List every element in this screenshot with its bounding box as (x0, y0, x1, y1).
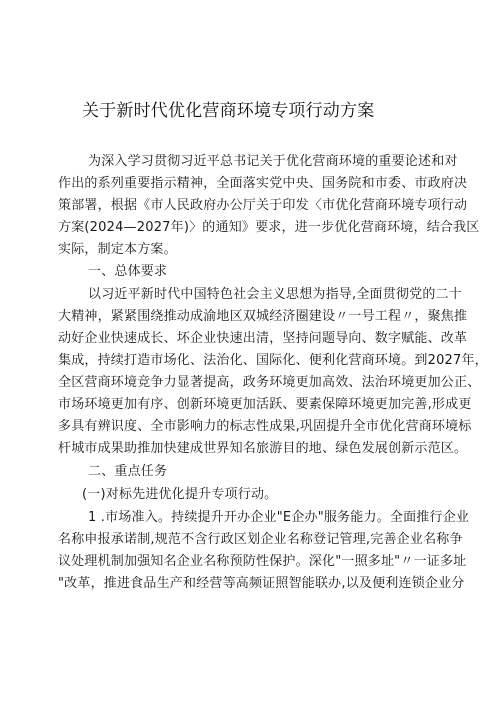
subsection-heading: (一)对标先进优化提升专项行动。 (82, 487, 278, 502)
paragraph-line: 实际，制定本方案。 (58, 242, 177, 257)
paragraph-line: "改革，推进食品生产和经营等高频证照智能联办,以及便利连锁企业分 (58, 576, 465, 591)
paragraph-line: 以习近平新时代中国特色社会主义思想为指导,全面贯彻党的二十 (88, 287, 462, 302)
paragraph-line: 动好企业快速成长、坏企业快速出清，坚持问题导向、数字赋能、改革 (58, 331, 468, 346)
paragraph-line: 市场环境更加有序、创新环境更加活跃、要素保障环境更加完善,形成更 (58, 397, 472, 412)
paragraph-line: 全区营商环境竞争力显著提高，政务环境更加高效、法治环境更加公正、 (58, 375, 481, 390)
paragraph-line: 方案(2024—2027年)〉的通知》要求，进一步优化营商环境，结合我区 (58, 220, 480, 235)
paragraph-line: 杆城市成果助推加快建成世界知名旅游目的地、绿色发展创新示范区。 (58, 441, 468, 456)
paragraph-line: 1 .市场准入。持续提升开办企业"E企办"服务能力。全面推行企业 (88, 510, 470, 525)
paragraph-line: 为深入学习贯彻习近平总书记关于优化营商环境的重要论述和对 (88, 154, 458, 169)
paragraph-line: 大精神，紧紧围绕推动成渝地区双城经济圈建设〃一号工程〃，聚焦推 (58, 309, 468, 324)
paragraph-line: 集成，持续打造市场化、法治化、国际化、便利化营商环境。到2027年， (58, 353, 488, 368)
paragraph-line: 作出的系列重要指示精神，全面落实党中央、国务院和市委、市政府决 (58, 176, 468, 191)
paragraph-line: 多具有辨识度、全市影响力的标志性成果,巩固提升全市优化营商环境标 (58, 419, 472, 434)
paragraph-line: 策部署，根据《市人民政府办公厅关于印发〈市优化营商环境专项行动 (58, 198, 468, 213)
paragraph-line: 议处理机制加强知名企业名称预防性保护。深化"一照多址"〃一证多址 (58, 554, 467, 569)
paragraph-line: 名称申报承诺制,规范不含行政区划企业名称登记管理,完善企业名称争 (58, 532, 463, 547)
document-title: 关于新时代优化营商环境专项行动方案 (82, 101, 375, 121)
section-heading: 二、重点任务 (88, 464, 168, 479)
section-heading: 一、总体要求 (88, 264, 168, 279)
